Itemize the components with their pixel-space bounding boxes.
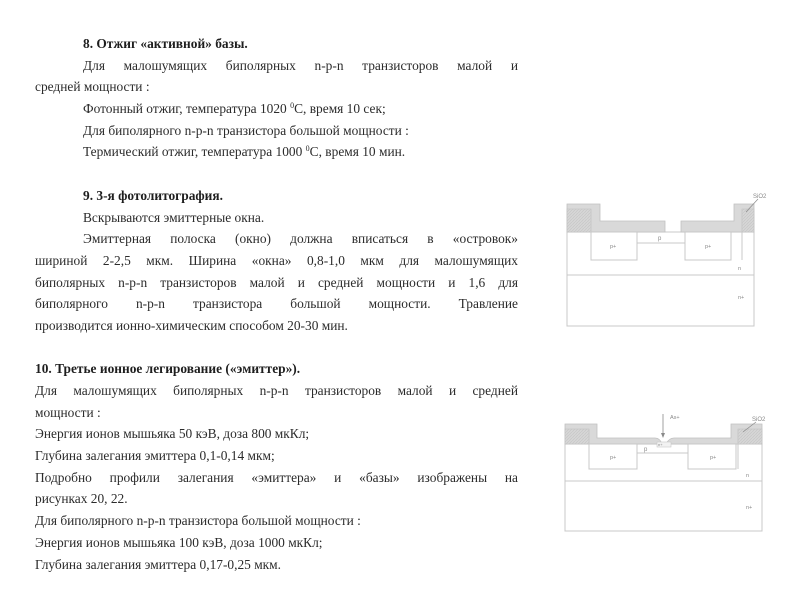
paragraph-line: Энергия ионов мышьяка 100 кэВ, доза 1000 мкКл; <box>35 534 323 550</box>
label-p-plus-right: p+ <box>705 244 712 250</box>
label-p-plus-left: p+ <box>610 244 617 250</box>
label-n-plus: n+ <box>738 295 745 301</box>
substrate-outline <box>565 444 762 531</box>
substrate-outline <box>567 232 754 326</box>
paragraph-line: шириной 2-2,5 мкм. Ширина «окна» 0,8-1,0 мкм для малошумящих <box>35 252 518 268</box>
text-span: Термический отжиг, температура 1000 <box>83 144 306 160</box>
oxide-right-isolation <box>742 209 754 232</box>
paragraph-line: биполярного n-p-n транзистора большой мощности. Травление <box>35 296 518 312</box>
paragraph-line: мощности : <box>35 404 101 420</box>
oxide-right-isolation <box>738 429 762 444</box>
document-page <box>35 33 518 575</box>
label-sio2: SiO2 <box>753 194 767 200</box>
degree-superscript: 0 <box>305 144 310 154</box>
label-p-base: p <box>658 236 662 242</box>
oxide-left-isolation <box>565 429 589 444</box>
paragraph-line: Подробно профили залегания «эмиттера» и «базы» изображены на <box>35 469 518 485</box>
section-10-heading: 10. Третье ионное легирование («эмиттер»). <box>35 361 301 377</box>
paragraph-line: Эмиттерная полоска (окно) должна вписаться в «островок» <box>83 231 518 247</box>
transistor-cross-section-diagram-2 <box>560 405 770 535</box>
paragraph-line <box>35 98 518 120</box>
paragraph-line: средней мощности : <box>35 79 150 95</box>
paragraph-line: Вскрываются эмиттерные окна. <box>83 209 265 225</box>
label-n-plus-emitter: n+ <box>658 442 663 447</box>
label-p-plus-right: p+ <box>710 455 717 461</box>
paragraph-line: Для малошумящих биполярных n-p-n транзисторов малой и средней <box>35 383 518 398</box>
degree-superscript: 0 <box>290 101 295 111</box>
paragraph-line: Энергия ионов мышьяка 50 кэВ, доза 800 мкКл; <box>35 426 310 442</box>
paragraph-line: Для малошумящих биполярных n-p-n транзисторов малой и <box>83 57 518 73</box>
label-n: n <box>738 266 742 272</box>
oxide-left-isolation <box>567 209 591 232</box>
paragraph-line: биполярных n-p-n транзисторов малой и средней мощности и 1,6 для <box>35 274 518 290</box>
label-n-plus: n+ <box>746 505 753 511</box>
section-9-heading: 9. 3-я фотолитография. <box>83 187 223 203</box>
paragraph-line <box>35 141 518 163</box>
label-as-plus: As+ <box>670 415 680 421</box>
text-span: С, время 10 сек; <box>294 101 386 117</box>
paragraph-line: Глубина залегания эмиттера 0,17-0,25 мкм. <box>35 556 281 572</box>
label-n: n <box>746 473 750 479</box>
label-p-base: p <box>644 447 648 453</box>
spacer <box>35 163 518 185</box>
text-span: С, время 10 мин. <box>309 144 406 160</box>
transistor-cross-section-diagram-1 <box>560 186 770 331</box>
section-8-heading: 8. Отжиг «активной» базы. <box>83 36 248 51</box>
label-p-plus-left: p+ <box>610 455 617 461</box>
paragraph-line: рисунках 20, 22. <box>35 491 128 507</box>
text-span: Фотонный отжиг, температура 1020 <box>83 101 291 117</box>
paragraph-line: Для биполярного n-p-n транзистора большой мощности : <box>35 513 361 529</box>
paragraph-line: Для биполярного n-p-n транзистора большой мощности : <box>83 122 409 138</box>
paragraph-line: Глубина залегания эмиттера 0,1-0,14 мкм; <box>35 448 275 464</box>
paragraph-line: производится ионно-химическим способом 20-30 мин. <box>35 317 348 333</box>
label-sio2: SiO2 <box>752 417 766 423</box>
spacer <box>35 337 518 359</box>
implant-arrow-head <box>661 433 665 438</box>
